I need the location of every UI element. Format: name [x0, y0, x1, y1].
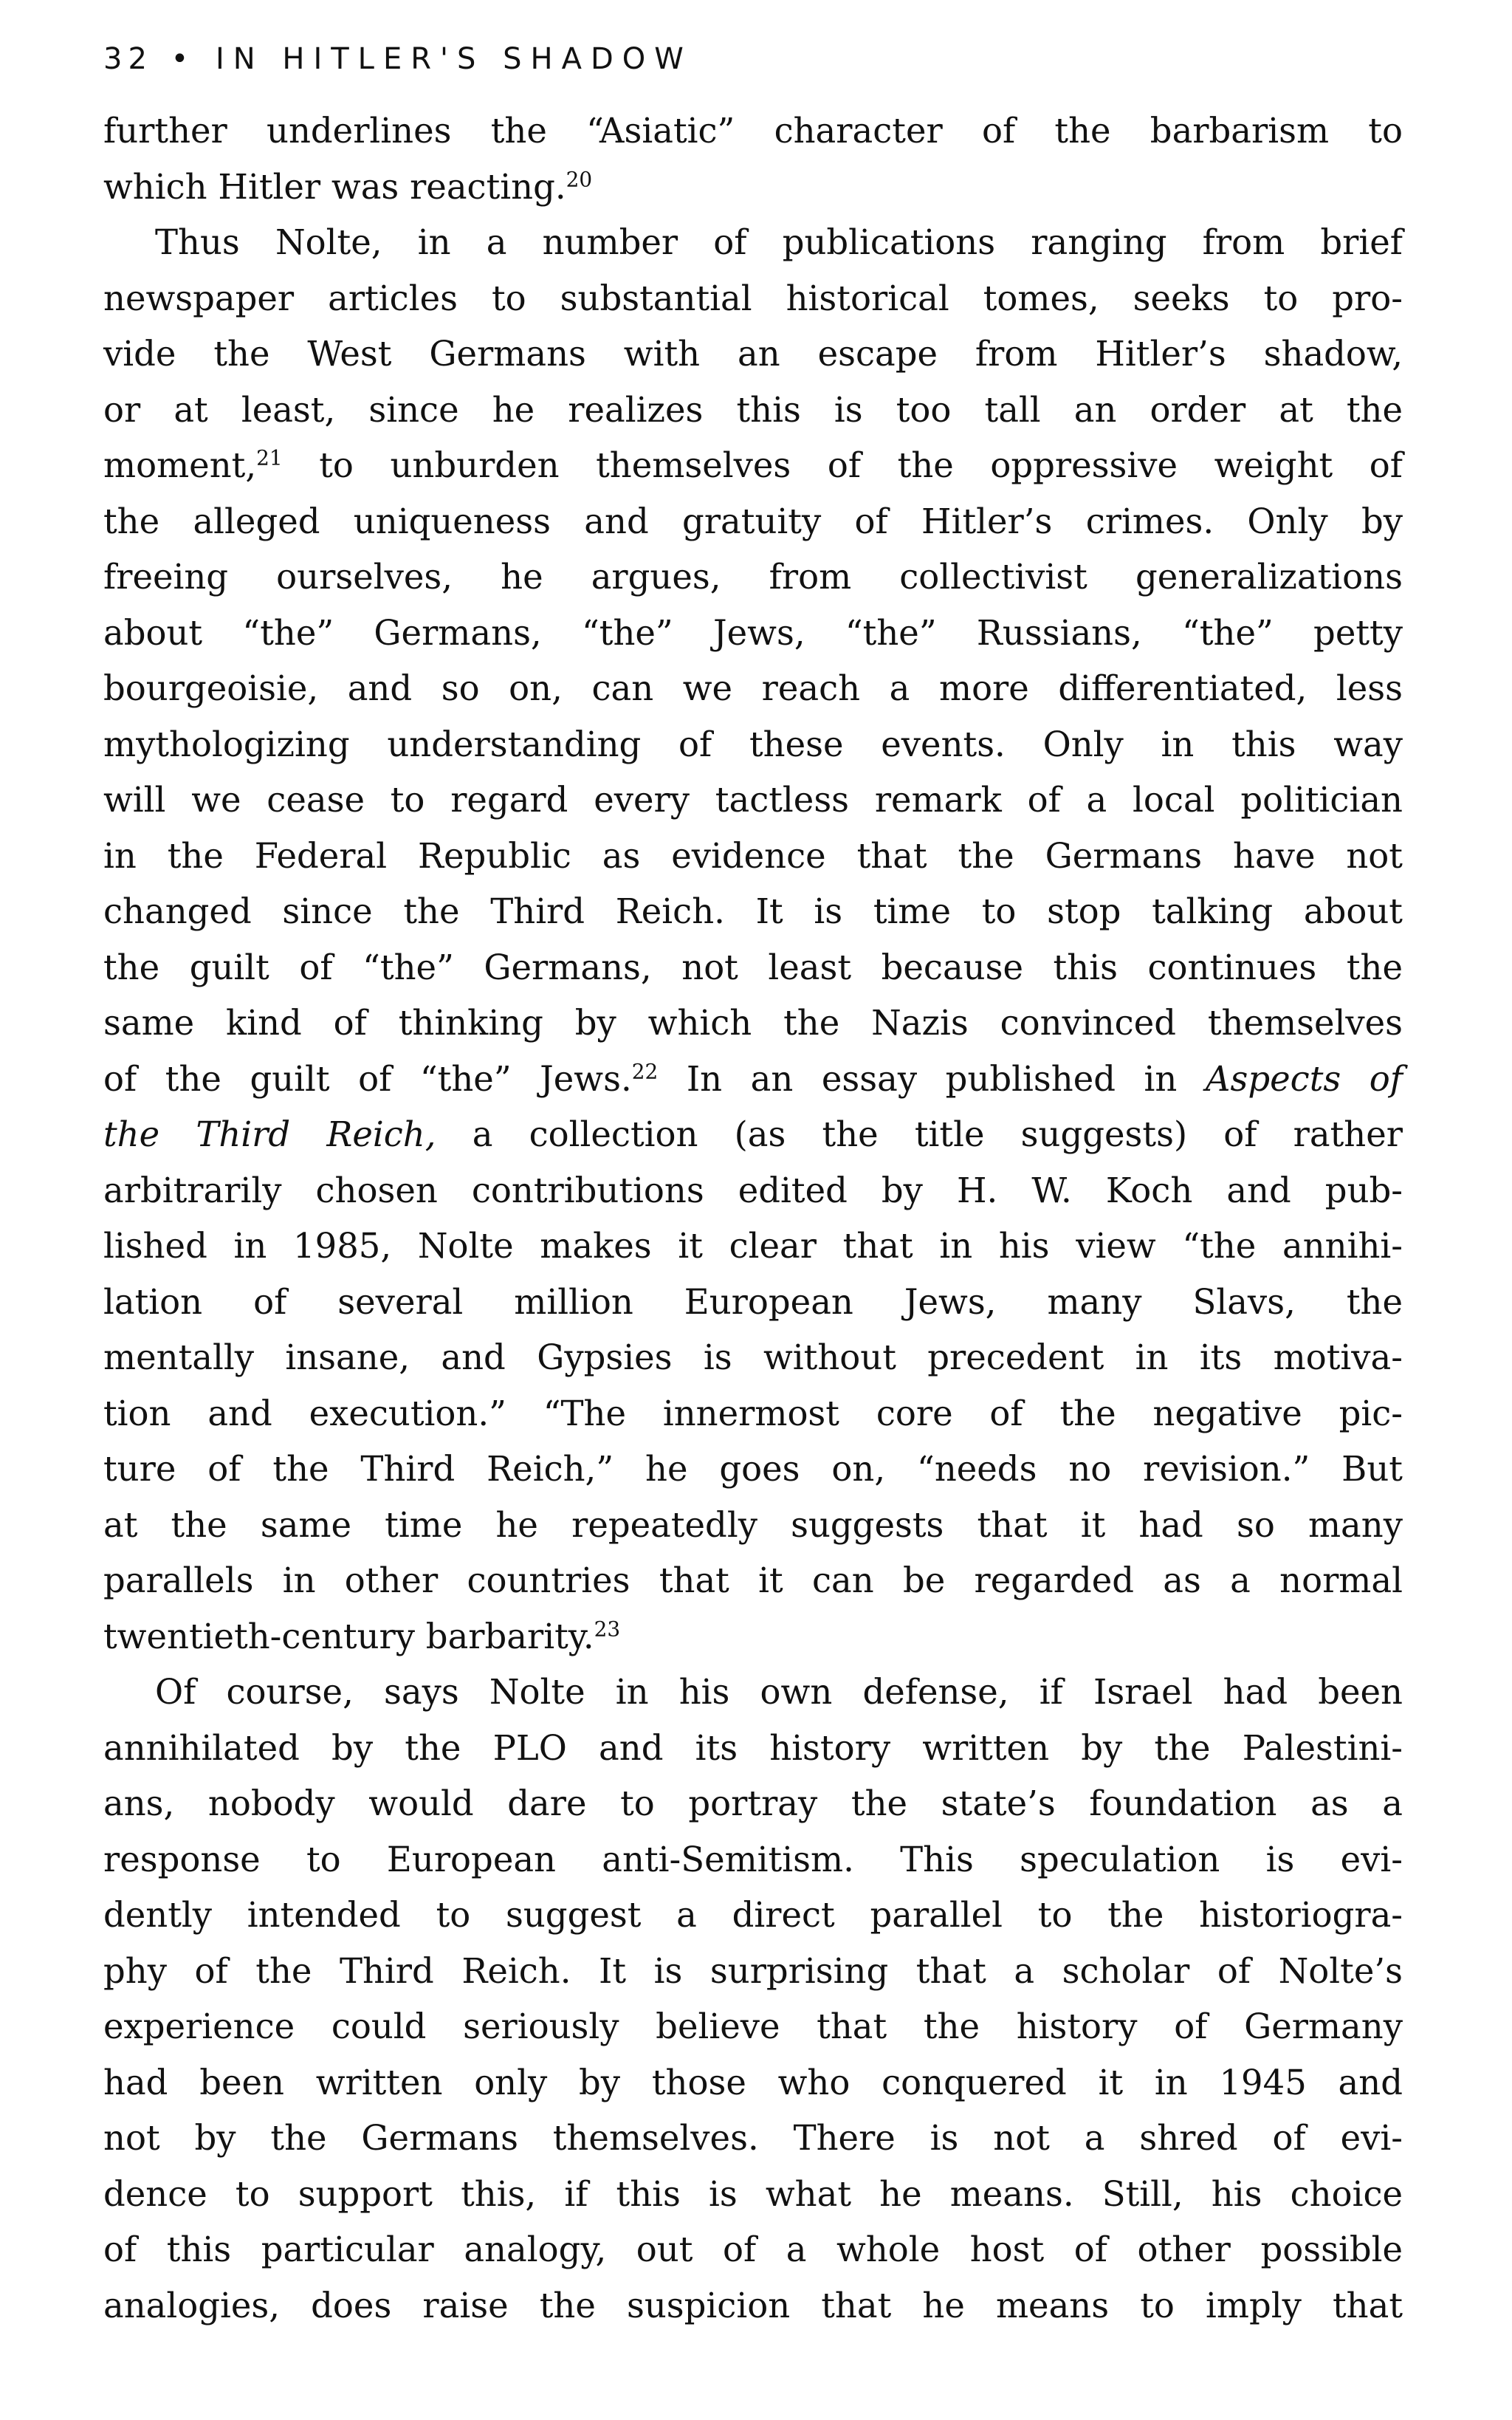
text-run: mythologizing understanding of these events. Only in this way: [103, 724, 1403, 764]
text-run: lished in 1985, Nolte makes it clear that in his view “the annihi-: [103, 1226, 1403, 1266]
footnote-ref: 20: [566, 166, 593, 191]
text-run: ans, nobody would dare to portray the state’s foundation as a: [103, 1783, 1403, 1823]
italic-title: the Third Reich,: [103, 1114, 436, 1154]
text-run: experience could seriously believe that the history of Germany: [103, 2006, 1403, 2046]
text-run: twentieth-century barbarity.: [103, 1616, 594, 1656]
text-line: [103, 1609, 1403, 1665]
text-line: [103, 1888, 1403, 1944]
text-line: [103, 160, 1403, 216]
running-title: IN HITLER'S SHADOW: [215, 42, 693, 76]
text-run: Of course, says Nolte in his own defense, if Israel had been: [155, 1672, 1403, 1712]
text-line: [103, 995, 1403, 1052]
text-line: [103, 494, 1403, 550]
text-line: [103, 1721, 1403, 1777]
text-run: annihilated by the PLO and its history written by the Palestini-: [103, 1727, 1403, 1768]
text-run: will we cease to regard every tactless remark of a local politician: [103, 780, 1403, 820]
body-text: [103, 103, 1403, 2334]
text-run: further underlines the “Asiatic” character of the barbarism to: [103, 111, 1403, 151]
text-line: [103, 2055, 1403, 2111]
text-line: [103, 271, 1403, 327]
text-run: In an essay published in: [658, 1058, 1206, 1099]
footnote-ref: 23: [594, 1616, 621, 1641]
text-line: [103, 383, 1403, 439]
text-line: [103, 1498, 1403, 1554]
text-run: of this particular analogy, out of a whole host of other possible: [103, 2229, 1403, 2269]
italic-title: Aspects of: [1205, 1058, 1403, 1099]
text-line: [103, 606, 1403, 662]
text-run: or at least, since he realizes this is too tall an order at the: [103, 389, 1403, 430]
text-line: [103, 884, 1403, 940]
text-run: at the same time he repeatedly suggests that it had so many: [103, 1504, 1403, 1545]
text-run: a collection (as the title suggests) of rather: [436, 1114, 1403, 1154]
footnote-ref: 22: [631, 1058, 659, 1083]
text-run: parallels in other countries that it can be regarded as a normal: [103, 1560, 1403, 1600]
text-run: about “the” Germans, “the” Jews, “the” Russians, “the” petty: [103, 612, 1403, 653]
text-run: response to European anti-Semitism. This speculation is evi-: [103, 1839, 1403, 1879]
text-line: [103, 2167, 1403, 2223]
text-run: freeing ourselves, he argues, from collectivist generalizations: [103, 557, 1403, 597]
header-separator: •: [171, 42, 198, 76]
running-head: [103, 37, 1403, 81]
text-line: [103, 1442, 1403, 1498]
footnote-ref: 21: [256, 445, 283, 470]
text-run: dently intended to suggest a direct parallel to the historiogra-: [103, 1895, 1403, 1935]
text-line: [103, 1386, 1403, 1442]
text-line: [103, 2111, 1403, 2167]
text-run: to unburden themselves of the oppressive weight of: [282, 445, 1403, 485]
text-line: [103, 1107, 1403, 1163]
text-run: same kind of thinking by which the Nazis convinced themselves: [103, 1003, 1403, 1043]
text-line: [103, 1330, 1403, 1386]
text-line: [103, 438, 1403, 494]
text-line: [103, 1163, 1403, 1219]
text-line: [103, 2222, 1403, 2278]
text-line: [103, 661, 1403, 717]
text-line: [103, 215, 1403, 271]
text-line: [103, 717, 1403, 773]
text-run: moment,: [103, 445, 257, 485]
text-line: [103, 772, 1403, 829]
text-run: lation of several million European Jews, many Slavs, the: [103, 1281, 1403, 1322]
text-run: the guilt of “the” Germans, not least because this continues the: [103, 947, 1403, 987]
text-run: mentally insane, and Gypsies is without precedent in its motiva-: [103, 1337, 1403, 1377]
text-run: tion and execution.” “The innermost core of the negative pic-: [103, 1393, 1403, 1433]
text-line: [103, 1999, 1403, 2055]
text-line: [103, 1553, 1403, 1609]
text-run: Thus Nolte, in a number of publications ranging from brief: [155, 222, 1403, 262]
text-run: of the guilt of “the” Jews.: [103, 1058, 632, 1099]
text-run: newspaper articles to substantial historical tomes, seeks to pro-: [103, 278, 1403, 318]
text-line: [103, 1052, 1403, 1108]
book-page: [103, 37, 1403, 2334]
text-run: which Hitler was reacting.: [103, 166, 566, 207]
text-line: [103, 103, 1403, 160]
text-run: arbitrarily chosen contributions edited by H. W. Koch and pub-: [103, 1170, 1403, 1210]
text-line: [103, 829, 1403, 885]
text-run: changed since the Third Reich. It is time to stop talking about: [103, 891, 1403, 931]
text-line: [103, 1275, 1403, 1331]
text-run: phy of the Third Reich. It is surprising that a scholar of Nolte’s: [103, 1950, 1403, 1991]
text-line: [103, 1776, 1403, 1832]
text-run: ture of the Third Reich,” he goes on, “needs no revision.” But: [103, 1449, 1403, 1489]
text-run: not by the Germans themselves. There is not a shred of evi-: [103, 2118, 1403, 2158]
text-run: vide the West Germans with an escape from Hitler’s shadow,: [103, 334, 1403, 374]
text-line: [103, 549, 1403, 606]
text-line: [103, 1944, 1403, 2000]
text-line: [103, 1832, 1403, 1888]
page-number: 32: [103, 42, 153, 76]
text-line: [103, 2278, 1403, 2334]
text-run: dence to support this, if this is what he means. Still, his choice: [103, 2173, 1403, 2214]
text-line: [103, 1218, 1403, 1275]
text-line: [103, 940, 1403, 996]
text-line: [103, 1665, 1403, 1721]
text-line: [103, 326, 1403, 383]
text-run: in the Federal Republic as evidence that the Germans have not: [103, 835, 1403, 876]
text-run: bourgeoisie, and so on, can we reach a more differentiated, less: [103, 668, 1403, 708]
text-run: had been written only by those who conquered it in 1945 and: [103, 2062, 1403, 2102]
text-run: the alleged uniqueness and gratuity of Hitler’s crimes. Only by: [103, 501, 1403, 541]
text-run: analogies, does raise the suspicion that he means to imply that: [103, 2285, 1403, 2325]
